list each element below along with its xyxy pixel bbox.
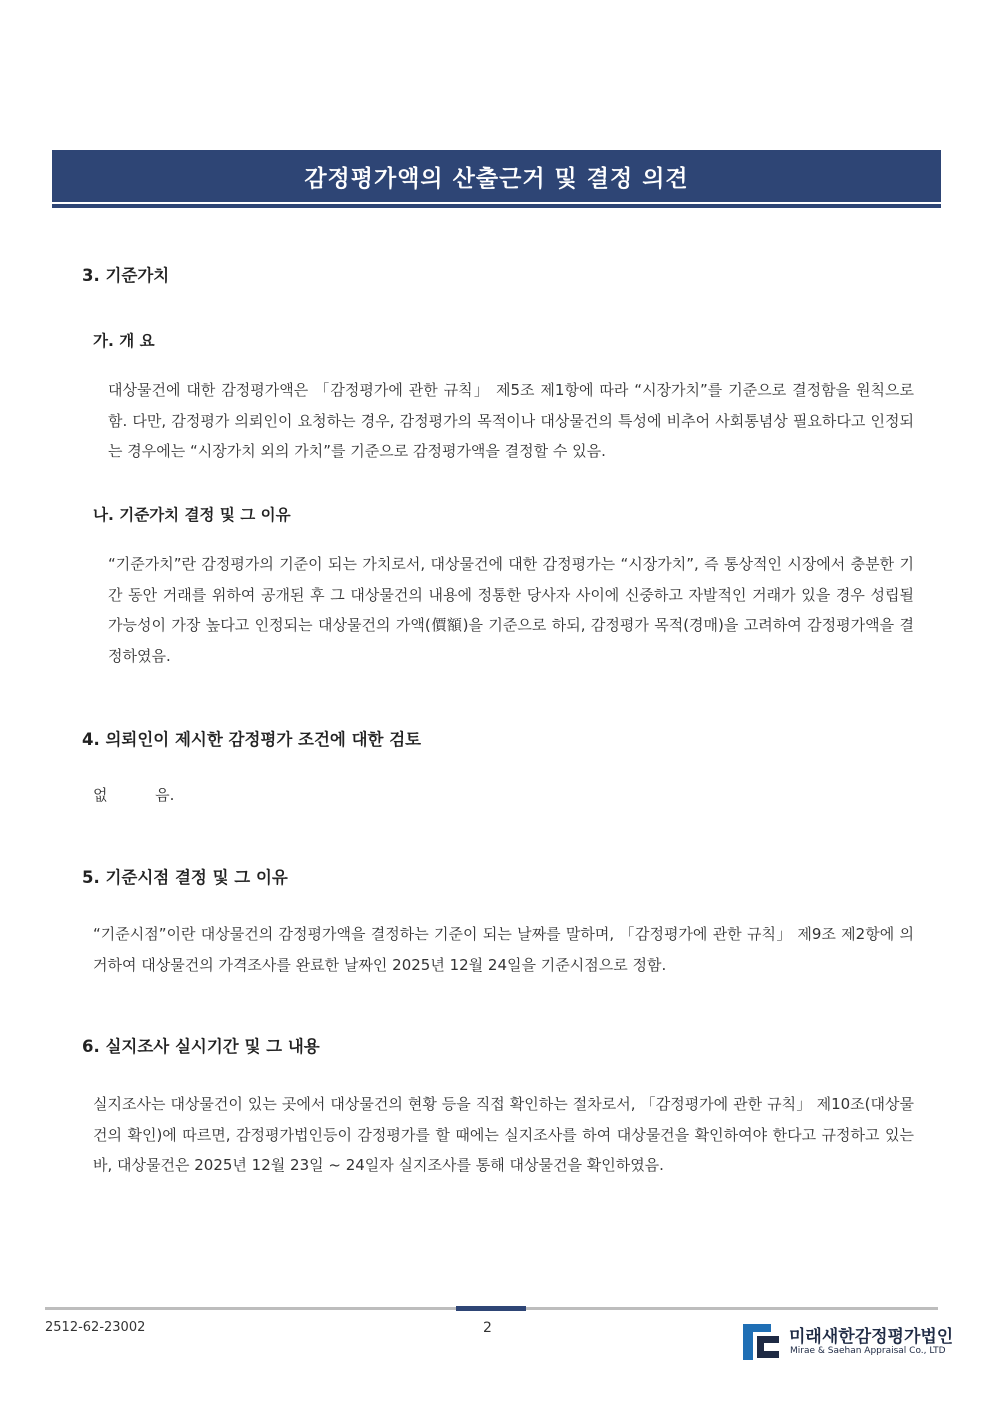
page-number: 2 <box>483 1320 492 1336</box>
company-name: 미래새한감정평가법인 <box>789 1327 954 1347</box>
section-6-text: 실지조사는 대상물건이 있는 곳에서 대상물건의 현황 등을 직접 확인하는 절차로서, 「감정평가에 관한 규칙」 제10조(대상물건의 확인)에 따르면, 감정평가법인등이 감정평가를 할 때에는 실지조사를 하여 대상물건을 확인하여야 한다고 규정하고 있는바, 대상물건은 2025년 12월 23일 ~ 24일자 실지조사를 통해 대상물건을 확인하였음. <box>93 1095 914 1174</box>
section-5-text: “기준시점”이란 대상물건의 감정평가액을 결정하는 기준이 되는 날짜를 말하며, 「감정평가에 관한 규칙」 제9조 제2항에 의거하여 대상물건의 가격조사를 완료한 날짜인 2025년 12월 24일을 기준시점으로 정함. <box>93 925 914 974</box>
section-4-text: 없 음. <box>93 786 175 804</box>
section-5-heading: 5. 기준시점 결정 및 그 이유 <box>82 868 288 887</box>
page-title: 감정평가액의 산출근거 및 결정 의견 <box>304 165 689 192</box>
section-3-heading: 3. 기준가치 <box>82 266 170 285</box>
company-english-name: Mirae & Saehan Appraisal Co., LTD <box>790 1346 946 1356</box>
section-4-heading: 4. 의뢰인이 제시한 감정평가 조건에 대한 검토 <box>82 730 422 749</box>
subsection-a-text: 대상물건에 대한 감정평가액은 「감정평가에 관한 규칙」 제5조 제1항에 따라 “시장가치”를 기준으로 결정함을 원칙으로 함. 다만, 감정평가 의뢰인이 요청하는 경우, 감정평가의 목적이나 대상물건의 특성에 비추어 사회통념상 필요하다고 인정되는 경우에는 “시장가치 외의 가치”를 기준으로 감정평가액을 결정할 수 있음. <box>108 381 914 460</box>
company-logo-icon <box>741 1321 781 1363</box>
section-6-heading: 6. 실지조사 실시기간 및 그 내용 <box>82 1037 320 1056</box>
subsection-a-heading: 가. 개 요 <box>93 332 155 350</box>
document-number: 2512-62-23002 <box>45 1320 146 1335</box>
footer-divider-accent <box>456 1306 526 1311</box>
page-title-banner <box>52 150 941 202</box>
subsection-b-heading: 나. 기준가치 결정 및 그 이유 <box>93 506 291 524</box>
subsection-b-text: “기준가치”란 감정평가의 기준이 되는 가치로서, 대상물건에 대한 감정평가는 “시장가치”, 즉 통상적인 시장에서 충분한 기간 동안 거래를 위하여 공개된 후 그 대상물건의 내용에 정통한 당사자 사이에 신중하고 자발적인 거래가 있을 경우 성립될 가능성이 가장 높다고 인정되는 대상물건의 가액(價額)을 기준으로 하되, 감정평가 목적(경매)을 고려하여 감정평가액을 결정하였음. <box>108 555 914 665</box>
title-underline <box>52 204 941 208</box>
